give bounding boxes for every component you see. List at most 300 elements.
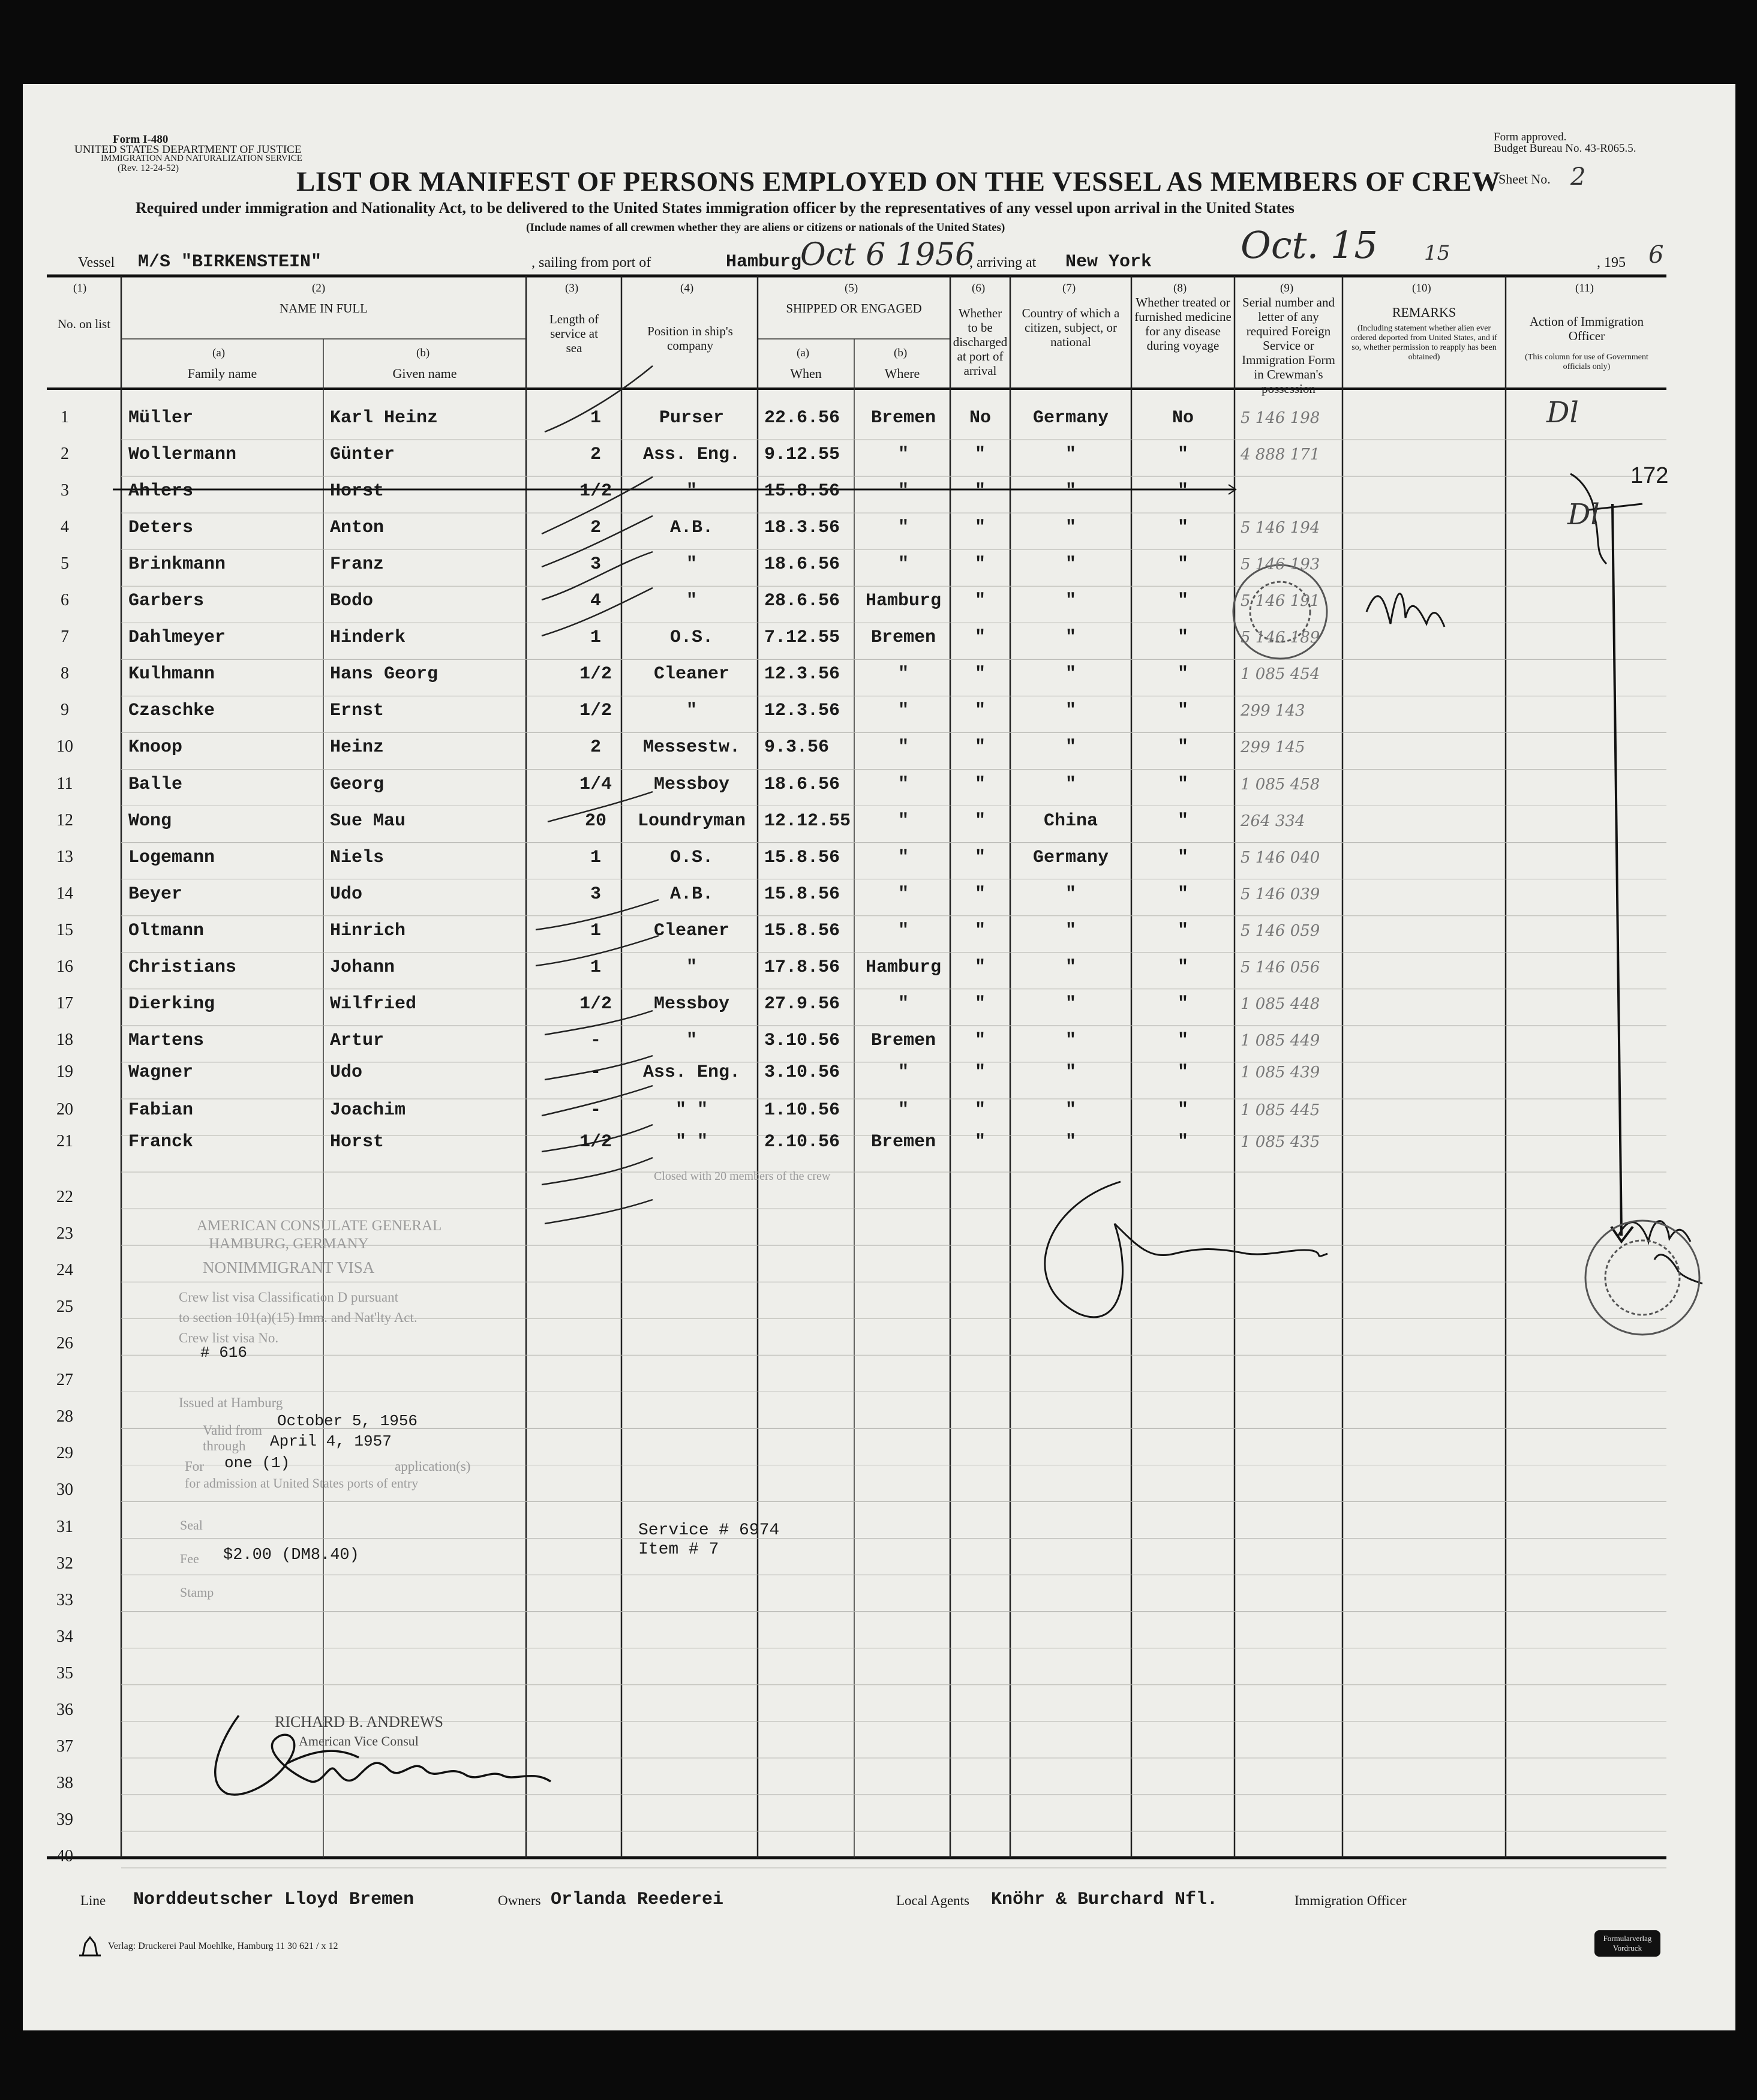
family-name: Franck	[128, 1132, 194, 1152]
shipped-when: 15.8.56	[764, 884, 840, 905]
shipped-where: "	[897, 1099, 909, 1120]
fee-label: Fee	[180, 1551, 199, 1566]
col4-num: (4)	[680, 282, 694, 295]
col2b-num: (b)	[416, 347, 430, 359]
shipped-when: 18.6.56	[764, 554, 840, 575]
given-name: Udo	[330, 884, 363, 905]
row-number: 32	[56, 1554, 73, 1573]
table-row	[23, 921, 1735, 945]
arriving-label: , arriving at	[969, 255, 1037, 271]
given-name: Hinrich	[330, 920, 406, 941]
col2-num: (2)	[312, 282, 326, 295]
table-row	[23, 408, 1735, 432]
visa-number: # 616	[200, 1344, 248, 1362]
ship-position: Cleaner	[653, 664, 730, 685]
ship-position: Ass. Eng.	[642, 1062, 741, 1083]
shipped-where: "	[897, 810, 909, 831]
shipped-where: "	[897, 737, 909, 758]
row-number: 25	[56, 1297, 73, 1317]
consul-role: American Vice Consul	[299, 1734, 419, 1749]
family-name: Brinkmann	[128, 554, 226, 575]
row-number: 35	[56, 1663, 73, 1683]
discharge-status: "	[974, 481, 986, 502]
row-number: 20	[56, 1099, 73, 1119]
given-name: Franz	[330, 554, 385, 575]
serial-number: 299 143	[1241, 702, 1305, 720]
sailing-date: Oct 6 1956	[800, 237, 975, 273]
col11-label: Action of Immigration Officer	[1529, 314, 1644, 343]
family-name: Dahlmeyer	[128, 627, 226, 648]
row-number: 3	[61, 481, 69, 500]
family-name: Martens	[128, 1030, 205, 1051]
table-row	[23, 518, 1735, 542]
shipped-when: 9.12.55	[764, 444, 840, 465]
service-length: 2	[590, 518, 601, 539]
citizenship-country: "	[1065, 1132, 1076, 1152]
shipped-when: 12.3.56	[764, 664, 840, 685]
family-name: Müller	[128, 408, 194, 428]
ship-position: A.B.	[669, 884, 713, 905]
row-number: 33	[56, 1590, 73, 1609]
table-row	[23, 994, 1735, 1018]
ship-position: Cleaner	[653, 920, 730, 941]
manifest-sheet	[23, 84, 1735, 2030]
serial-number: 5 146 059	[1241, 921, 1320, 940]
seal-label: Seal	[180, 1518, 203, 1533]
serial-number: 5 146 194	[1241, 519, 1320, 537]
service-length: 20	[584, 810, 606, 831]
given-name: Bodo	[330, 591, 374, 612]
row-number: 34	[56, 1627, 73, 1646]
table-row	[23, 701, 1735, 725]
closed-note: Closed with 20 members of the crew	[654, 1170, 831, 1183]
ship-position: Purser	[659, 408, 725, 428]
printer-imprint: Verlag: Druckerei Paul Moehlke, Hamburg 11 30 621 / x 12	[108, 1941, 338, 1951]
row-number: 14	[56, 884, 73, 903]
table-row	[23, 1031, 1735, 1054]
service-length: -	[590, 1099, 601, 1120]
given-name: Johann	[330, 957, 395, 978]
vessel-name: M/S "BIRKENSTEIN"	[138, 252, 322, 272]
shipped-where: "	[897, 554, 909, 575]
given-name: Georg	[330, 774, 385, 795]
col5b-num: (b)	[894, 347, 908, 359]
row-number: 1	[61, 408, 69, 426]
table-row	[23, 848, 1735, 872]
serial-number: 5 146 193	[1241, 555, 1320, 574]
service-length: 1	[590, 627, 601, 648]
valid-through: April 4, 1957	[270, 1432, 392, 1450]
family-name: Balle	[128, 774, 183, 795]
family-name: Logemann	[128, 847, 215, 868]
sailing-port: Hamburg	[726, 252, 802, 272]
row-number: 8	[61, 664, 69, 683]
discharge-status: "	[974, 993, 986, 1014]
shipped-where: "	[897, 664, 909, 685]
table-row	[23, 737, 1735, 761]
medicine-status: "	[1177, 627, 1188, 648]
row-number: 6	[61, 591, 69, 610]
col6-num: (6)	[972, 282, 986, 295]
family-name: Garbers	[128, 591, 205, 612]
medicine-status: "	[1177, 920, 1188, 941]
given-name: Horst	[330, 1132, 385, 1152]
given-name: Ernst	[330, 701, 385, 722]
row-number: 37	[56, 1737, 73, 1756]
row-number: 23	[56, 1224, 73, 1243]
row-number: 10	[56, 737, 73, 756]
col5a-label: When	[790, 366, 822, 381]
row-number: 15	[56, 920, 73, 939]
medicine-status: "	[1177, 810, 1188, 831]
table-row	[23, 957, 1735, 981]
item-number: Item # 7	[638, 1540, 719, 1559]
ship-position: "	[686, 957, 697, 978]
citizenship-country: Germany	[1032, 847, 1109, 868]
row-number: 31	[56, 1517, 73, 1536]
discharge-status: "	[974, 591, 986, 612]
table-row	[23, 627, 1735, 651]
col2b-label: Given name	[392, 366, 457, 381]
consulate-line-5: to section 101(a)(15) Imm. and Nat'lty Act.	[179, 1310, 418, 1325]
discharge-status: "	[974, 810, 986, 831]
row-number: 27	[56, 1371, 73, 1390]
medicine-status: "	[1177, 554, 1188, 575]
valid-from: October 5, 1956	[277, 1412, 418, 1430]
shipped-when: 12.3.56	[764, 701, 840, 722]
medicine-status: "	[1177, 481, 1188, 502]
sailing-label: , sailing from port of	[531, 255, 651, 271]
row-number: 38	[56, 1773, 73, 1792]
citizenship-country: "	[1065, 518, 1076, 539]
shipped-where: "	[897, 1062, 909, 1083]
col1-label: No. on list	[57, 317, 111, 331]
col2-label: NAME IN FULL	[280, 301, 368, 316]
family-name: Oltmann	[128, 920, 205, 941]
consulate-line-1: AMERICAN CONSULATE GENERAL	[197, 1218, 442, 1234]
shipped-when: 15.8.56	[764, 481, 840, 502]
shipped-where: "	[897, 518, 909, 539]
shipped-where: "	[897, 481, 909, 502]
shipped-where: Hamburg	[865, 957, 942, 978]
row-number: 40	[56, 1846, 73, 1865]
serial-number: 1 085 448	[1241, 995, 1320, 1013]
row-number: 5	[61, 554, 69, 573]
family-name: Wong	[128, 810, 172, 831]
ship-position: Messboy	[653, 993, 730, 1014]
given-name: Sue Mau	[330, 810, 406, 831]
shipped-where: Bremen	[870, 408, 936, 428]
family-name: Deters	[128, 518, 194, 539]
serial-number: 1 085 458	[1241, 775, 1320, 794]
serial-number: 5 146 198	[1241, 409, 1320, 427]
manifest-subtitle-note: (Include names of all crewmen whether they are aliens or citizens or nationals of the United States)	[526, 221, 1005, 234]
serial-number: 5 146 039	[1241, 885, 1320, 903]
service-length: 1	[590, 920, 601, 941]
ship-position: " "	[675, 1132, 708, 1152]
col5a-num: (a)	[797, 347, 810, 359]
row-number: 13	[56, 847, 73, 866]
service-length: 2	[590, 737, 601, 758]
action-mark-1: Dl	[1546, 396, 1579, 429]
row-number: 24	[56, 1261, 73, 1280]
serial-number: 1 085 439	[1241, 1063, 1320, 1081]
family-name: Ahlers	[128, 481, 194, 502]
row-number: 9	[61, 701, 69, 720]
citizenship-country: "	[1065, 444, 1076, 465]
shipped-where: Bremen	[870, 1030, 936, 1051]
service-length: 1/4	[579, 774, 612, 795]
shipped-where: "	[897, 701, 909, 722]
row-number: 39	[56, 1810, 73, 1829]
printer-logo-icon	[77, 1931, 103, 1958]
shipped-when: 1.10.56	[764, 1099, 840, 1120]
consulate-line-7: Issued at Hamburg	[179, 1395, 283, 1410]
medicine-status: No	[1172, 408, 1194, 428]
row-number: 36	[56, 1700, 73, 1719]
applications-count: one (1)	[224, 1454, 290, 1472]
family-name: Fabian	[128, 1099, 194, 1120]
service-length: 1/2	[579, 1132, 612, 1152]
service-length: 1/2	[579, 481, 612, 502]
ship-position: "	[686, 1030, 697, 1051]
citizenship-country: "	[1065, 1099, 1076, 1120]
family-name: Dierking	[128, 993, 215, 1014]
citizenship-country: "	[1065, 591, 1076, 612]
discharge-status: "	[974, 884, 986, 905]
consulate-line-4: Crew list visa Classification D pursuant	[179, 1290, 399, 1305]
medicine-status: "	[1177, 737, 1188, 758]
citizenship-country: China	[1043, 810, 1098, 831]
col10-num: (10)	[1412, 282, 1431, 295]
serial-number: 5 146 056	[1241, 958, 1320, 977]
table-row	[23, 554, 1735, 578]
medicine-status: "	[1177, 591, 1188, 612]
manifest-subtitle: Required under immigration and Nationality Act, to be delivered to the United States immigration officer by the representatives of any vessel upon arrival in the United States	[136, 199, 1295, 217]
serial-number: 5 146 040	[1241, 848, 1320, 867]
service-length: 1	[590, 957, 601, 978]
row-number: 19	[56, 1062, 73, 1081]
revision-date: (Rev. 12-24-52)	[118, 163, 179, 173]
owners-label: Owners	[498, 1893, 541, 1908]
officer-label: Immigration Officer	[1295, 1893, 1407, 1908]
shipped-where: "	[897, 920, 909, 941]
family-name: Knoop	[128, 737, 183, 758]
col5b-label: Where	[884, 366, 920, 381]
action-mark-2: Dl	[1567, 498, 1600, 531]
col7-num: (7)	[1062, 282, 1076, 295]
consulate-for: For	[185, 1459, 204, 1474]
ship-position: "	[686, 481, 697, 502]
discharge-status: "	[974, 774, 986, 795]
year-digit: 6	[1648, 241, 1664, 269]
discharge-status: "	[974, 518, 986, 539]
shipped-when: 18.3.56	[764, 518, 840, 539]
ship-position: Loundryman	[637, 810, 746, 831]
form-approved: Form approved.	[1494, 131, 1567, 143]
service-name: IMMIGRATION AND NATURALIZATION SERVICE	[101, 154, 302, 163]
medicine-status: "	[1177, 1132, 1188, 1152]
row-number: 12	[56, 810, 73, 830]
sheet-label: Sheet No.	[1498, 172, 1551, 187]
table-row	[23, 444, 1735, 468]
serial-number: 264 334	[1241, 812, 1305, 830]
serial-number: 1 085 445	[1241, 1101, 1320, 1119]
service-length: 1	[590, 847, 601, 868]
sheet-number: 2	[1570, 163, 1586, 191]
family-name: Wollermann	[128, 444, 237, 465]
col4-label: Position in ship's company	[647, 324, 733, 353]
service-number: Service # 6974	[638, 1521, 780, 1540]
row-number: 30	[56, 1480, 73, 1500]
shipped-when: 15.8.56	[764, 920, 840, 941]
given-name: Günter	[330, 444, 395, 465]
medicine-status: "	[1177, 664, 1188, 685]
row-number: 29	[56, 1444, 73, 1463]
citizenship-country: "	[1065, 1062, 1076, 1083]
citizenship-country: "	[1065, 920, 1076, 941]
given-name: Anton	[330, 518, 385, 539]
discharge-status: "	[974, 1132, 986, 1152]
row-number: 4	[61, 518, 69, 537]
medicine-status: "	[1177, 774, 1188, 795]
shipping-line: Norddeutscher Lloyd Bremen	[133, 1889, 415, 1910]
medicine-status: "	[1177, 1030, 1188, 1051]
citizenship-country: "	[1065, 774, 1076, 795]
arrival-date: Oct. 15	[1241, 223, 1378, 267]
row-number: 21	[56, 1132, 73, 1150]
ship-position: Ass. Eng.	[642, 444, 741, 465]
given-name: Heinz	[330, 737, 385, 758]
given-name: Joachim	[330, 1099, 406, 1120]
row-number: 11	[56, 774, 73, 793]
given-name: Niels	[330, 847, 385, 868]
shipped-where: Bremen	[870, 1132, 936, 1152]
col10-label: REMARKS	[1392, 305, 1456, 320]
shipped-when: 28.6.56	[764, 591, 840, 612]
owners: Orlanda Reederei	[551, 1889, 724, 1910]
discharge-status: "	[974, 1062, 986, 1083]
row-number: 26	[56, 1334, 73, 1353]
ship-position: Messestw.	[642, 737, 741, 758]
consulate-line-10: for admission at United States ports of entry	[185, 1476, 419, 1491]
shipped-where: Hamburg	[865, 591, 942, 612]
citizenship-country: "	[1065, 737, 1076, 758]
col3-label: Length of service at sea	[549, 312, 599, 355]
family-name: Beyer	[128, 884, 183, 905]
discharge-status: "	[974, 627, 986, 648]
shipped-when: 7.12.55	[764, 627, 840, 648]
col1-num: (1)	[73, 282, 87, 295]
row-number: 28	[56, 1407, 73, 1426]
row-number: 17	[56, 993, 73, 1013]
service-length: 2	[590, 444, 601, 465]
shipped-when: 22.6.56	[764, 408, 840, 428]
manifest-title: LIST OR MANIFEST OF PERSONS EMPLOYED ON THE VESSEL AS MEMBERS OF CREW	[296, 166, 1501, 197]
col5-num: (5)	[845, 282, 858, 295]
serial-number: 1 085 449	[1241, 1031, 1320, 1050]
discharge-status: "	[974, 920, 986, 941]
service-length: -	[590, 1030, 601, 1051]
col3-num: (3)	[565, 282, 579, 295]
valid-through-label: through	[203, 1438, 246, 1453]
given-name: Hinderk	[330, 627, 406, 648]
col5-label: SHIPPED OR ENGAGED	[786, 301, 922, 316]
department-name: UNITED STATES DEPARTMENT OF JUSTICE	[74, 143, 302, 156]
col9-label: Serial number and letter of any required Foreign Service or Immigration Form in Crewman's possession	[1242, 295, 1335, 396]
medicine-status: "	[1177, 847, 1188, 868]
serial-number: 299 145	[1241, 738, 1305, 757]
line-label: Line	[80, 1893, 106, 1908]
vordruck-badge: Formularverlag Vordruck	[1594, 1930, 1660, 1957]
shipped-where: "	[897, 884, 909, 905]
shipped-where: "	[897, 993, 909, 1014]
citizenship-country: "	[1065, 1030, 1076, 1051]
given-name: Udo	[330, 1062, 363, 1083]
local-agents: Knöhr & Burchard Nfl.	[991, 1889, 1218, 1910]
serial-number: 5 146 191	[1241, 592, 1320, 611]
service-length: 3	[590, 554, 601, 575]
consulate-line-2: HAMBURG, GERMANY	[209, 1236, 369, 1252]
col8-label: Whether treated or furnished medicine for any disease during voyage	[1134, 295, 1232, 353]
form-number: Form I-480	[113, 133, 169, 146]
row-number: 18	[56, 1030, 73, 1049]
given-name: Karl Heinz	[330, 408, 439, 428]
service-length: 1/2	[579, 664, 612, 685]
service-length: 1/2	[579, 701, 612, 722]
given-name: Hans Georg	[330, 664, 439, 685]
serial-number: 4 888 171	[1241, 446, 1320, 464]
col9-num: (9)	[1280, 282, 1294, 295]
ship-position: Messboy	[653, 774, 730, 795]
shipped-when: 3.10.56	[764, 1062, 840, 1083]
row-number: 2	[61, 444, 69, 464]
shipped-where: "	[897, 847, 909, 868]
citizenship-country: "	[1065, 481, 1076, 502]
table-row	[23, 811, 1735, 835]
consulate-line-6: Crew list visa No.	[179, 1330, 279, 1345]
ship-position: O.S.	[669, 847, 713, 868]
shipped-where: Bremen	[870, 627, 936, 648]
service-length: 1	[590, 408, 601, 428]
table-row	[23, 664, 1735, 688]
citizenship-country: Germany	[1032, 408, 1109, 428]
shipped-when: 2.10.56	[764, 1132, 840, 1152]
ship-position: "	[686, 591, 697, 612]
discharge-status: "	[974, 1099, 986, 1120]
agents-label: Local Agents	[896, 1893, 969, 1908]
consulate-line-3: NONIMMIGRANT VISA	[203, 1258, 375, 1276]
serial-number: 5 146 189	[1241, 629, 1320, 647]
family-name: Czaschke	[128, 701, 215, 722]
discharge-status: "	[974, 554, 986, 575]
serial-number: 1 085 454	[1241, 665, 1320, 684]
table-row	[23, 481, 1735, 505]
col11-note: (This column for use of Government officials only)	[1525, 353, 1648, 371]
discharge-status: "	[974, 957, 986, 978]
medicine-status: "	[1177, 957, 1188, 978]
valid-from-label: Valid from	[203, 1423, 263, 1438]
shipped-where: "	[897, 774, 909, 795]
shipped-when: 9.3.56	[764, 737, 830, 758]
family-name: Christians	[128, 957, 237, 978]
year-prefix: , 195	[1597, 255, 1626, 271]
service-length: -	[590, 1062, 601, 1083]
budget-bureau: Budget Bureau No. 43-R065.5.	[1494, 142, 1636, 155]
shipped-when: 27.9.56	[764, 993, 840, 1014]
discharge-status: "	[974, 664, 986, 685]
ship-position: "	[686, 554, 697, 575]
